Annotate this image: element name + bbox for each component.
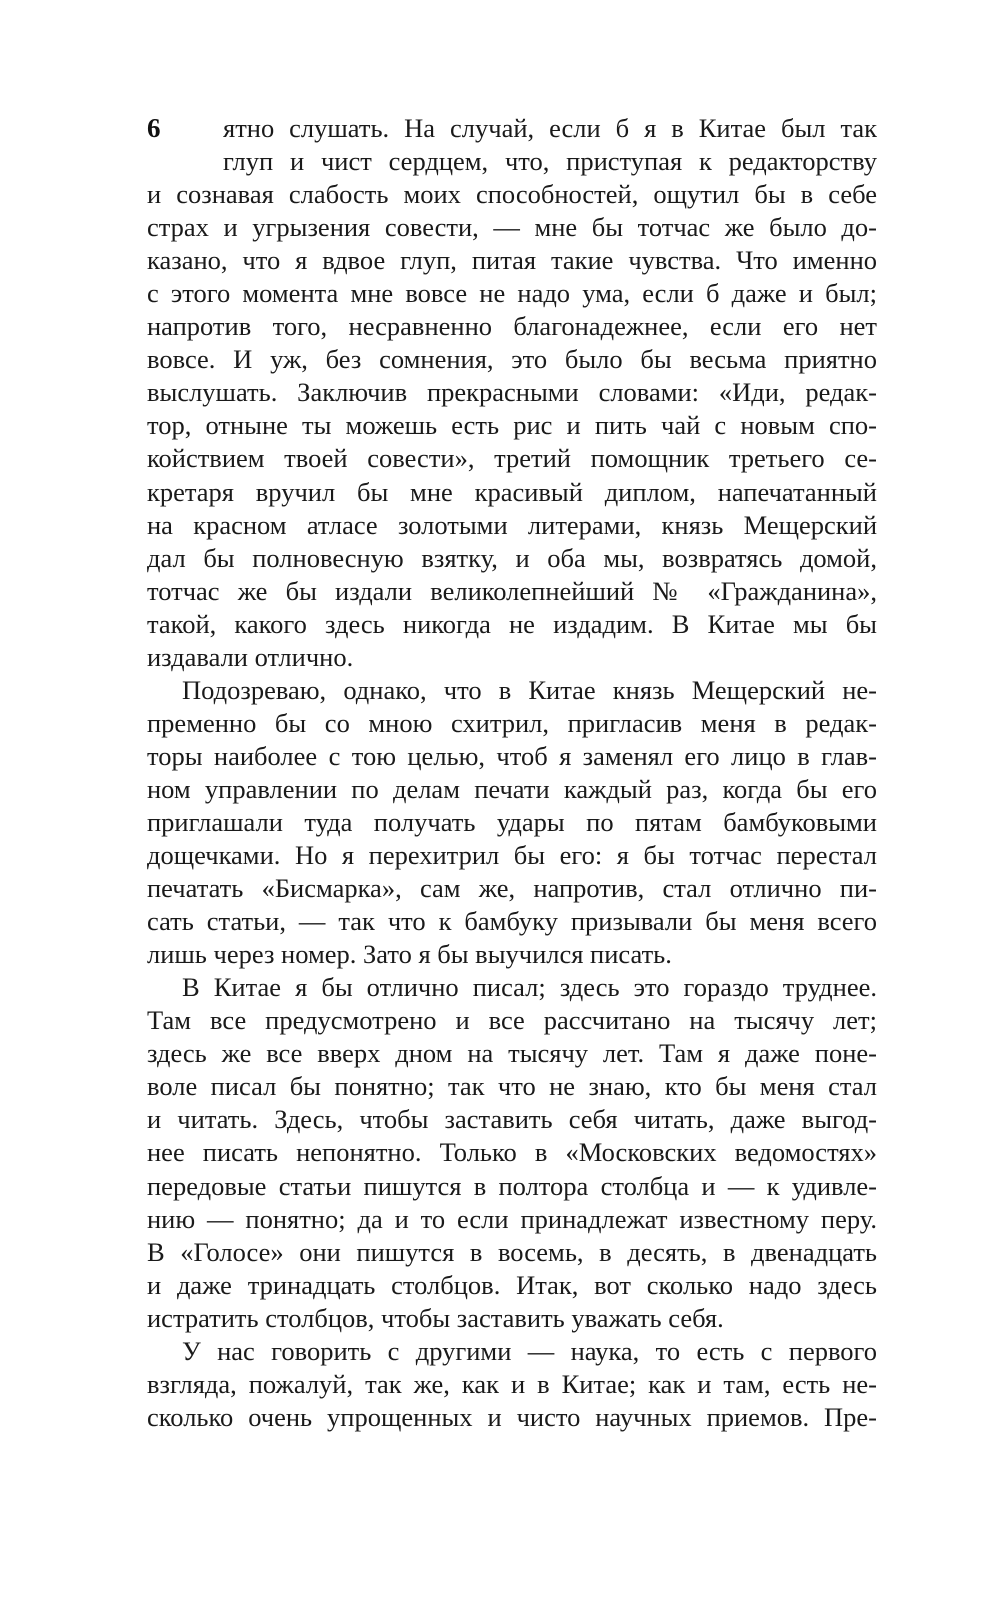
text-line: глуп и чист сердцем, что, приступая к редакторству: [223, 146, 877, 177]
text-line: сать статьи, — так что к бамбуку призывали бы меня всего: [147, 906, 877, 937]
text-line: нее писать непонятно. Только в «Московских ведомостях»: [147, 1137, 877, 1168]
text-line: торы наиболее с тою целью, чтоб я заменял его лицо в глав-: [147, 740, 877, 771]
paragraph-4: [147, 1335, 877, 1434]
text-line: дощечками. Но я перехитрил бы его: я бы тотчас перестал: [147, 840, 877, 871]
text-line: на красном атласе золотыми литерами, князь Мещерский: [147, 509, 877, 540]
text-line: печатать «Бисмарка», сам же, напротив, стал отлично пи-: [147, 873, 877, 904]
text-line: казано, что я вдвое глуп, питая такие чувства. Что именно: [147, 245, 877, 276]
text-line: нию — понятно; да и то если принадлежат известному перу.: [147, 1203, 877, 1234]
text-line: дал бы полновесную взятку, и оба мы, возвратясь домой,: [147, 542, 877, 573]
text-line: пременно бы со мною схитрил, пригласив меня в редак-: [147, 707, 877, 738]
text-line: с этого момента мне вовсе не надо ума, если б даже и был;: [147, 278, 877, 309]
paragraph-3: [147, 971, 877, 1335]
text-line: страх и угрызения совести, — мне бы тотчас же было до-: [147, 212, 877, 243]
page-body: [147, 112, 877, 1434]
text-line: ном управлении по делам печати каждый раз, когда бы его: [147, 773, 877, 804]
text-line: взгляда, пожалуй, так же, как и в Китае; как и там, есть не-: [147, 1368, 877, 1399]
text-line: приглашали туда получать удары по пятам бамбуковыми: [147, 806, 877, 837]
text-line: и сознавая слабость моих способностей, ощутил бы в себе: [147, 179, 877, 210]
text-line: лишь через номер. Зато я бы выучился писать.: [147, 939, 672, 970]
text-line: ятно слушать. На случай, если б я в Китае был так: [223, 113, 877, 143]
text-line: кретаря вручил бы мне красивый диплом, напечатанный: [147, 476, 877, 507]
text-line: В «Голосе» они пишутся в восемь, в десять, в двенадцать: [147, 1236, 877, 1267]
text-line: и читать. Здесь, чтобы заставить себя читать, даже выгод-: [147, 1104, 877, 1135]
text-line: напротив того, несравненно благонадежнее, если его нет: [147, 311, 877, 342]
text-line: сколько очень упрощенных и чисто научных приемов. Пре-: [147, 1401, 877, 1432]
text-line: У нас говорить с другими — наука, то есть с первого: [182, 1335, 877, 1366]
paragraph-1: [147, 112, 877, 674]
text-line: такой, какого здесь никогда не издадим. В Китае мы бы: [147, 608, 877, 639]
page-number: 6: [147, 113, 161, 143]
text-line: койствием твоей совести», третий помощник третьего се-: [147, 443, 877, 474]
text-line: В Китае я бы отлично писал; здесь это гораздо труднее.: [182, 972, 877, 1003]
text-line: истратить столбцов, чтобы заставить уважать себя.: [147, 1302, 724, 1333]
text-line: Там все предусмотрено и все рассчитано на тысячу лет;: [147, 1005, 877, 1036]
text-line: вовсе. И уж, без сомнения, это было бы весьма приятно: [147, 344, 877, 375]
text-line: издавали отлично.: [147, 641, 354, 672]
text-line: тор, отныне ты можешь есть рис и пить чай с новым спо-: [147, 410, 877, 441]
text-line: Подозреваю, однако, что в Китае князь Мещерский не-: [182, 674, 877, 705]
text-line: тотчас же бы издали великолепнейший № «Гражданина»,: [147, 575, 877, 606]
text-line: и даже тринадцать столбцов. Итак, вот сколько надо здесь: [147, 1269, 877, 1300]
text-line: передовые статьи пишутся в полтора столбца и — к удивле-: [147, 1170, 877, 1201]
paragraph-2: [147, 674, 877, 971]
text-line: выслушать. Заключив прекрасными словами: «Иди, редак-: [147, 377, 877, 408]
text-line: воле писал бы понятно; так что не знаю, кто бы меня стал: [147, 1071, 877, 1102]
text-line: здесь же все вверх дном на тысячу лет. Там я даже поне-: [147, 1038, 877, 1069]
